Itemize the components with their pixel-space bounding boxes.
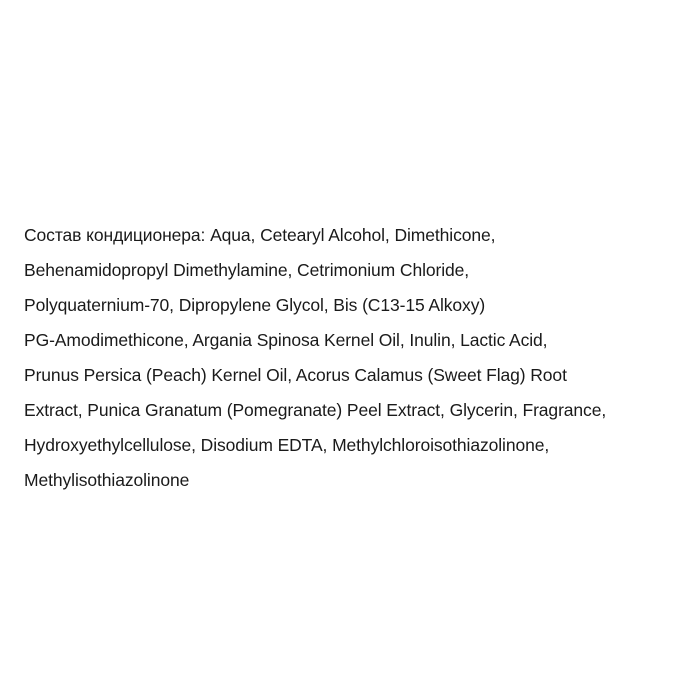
ingredients-text-block bbox=[24, 218, 684, 498]
ingredients-line-6: Extract, Punica Granatum (Pomegranate) Peel Extract, Glycerin, Fragrance, bbox=[24, 400, 607, 420]
ingredients-line-4: PG-Amodimethicone, Argania Spinosa Kernel Oil, Inulin, Lactic Acid, bbox=[24, 330, 548, 350]
ingredients-line-7: Hydroxyethylcellulose, Disodium EDTA, Methylchloroisothiazolinone, bbox=[24, 435, 550, 455]
ingredients-line-3: Polyquaternium-70, Dipropylene Glycol, Bis (C13-15 Alkoxy) bbox=[24, 295, 486, 315]
ingredients-line-1: Состав кондиционера: Aqua, Cetearyl Alcohol, Dimethicone, bbox=[24, 225, 496, 245]
ingredients-line-8: Methylisothiazolinone bbox=[24, 470, 190, 490]
ingredients-line-2: Behenamidopropyl Dimethylamine, Cetrimonium Chloride, bbox=[24, 260, 470, 280]
ingredients-line-5: Prunus Persica (Peach) Kernel Oil, Acorus Calamus (Sweet Flag) Root bbox=[24, 365, 567, 385]
